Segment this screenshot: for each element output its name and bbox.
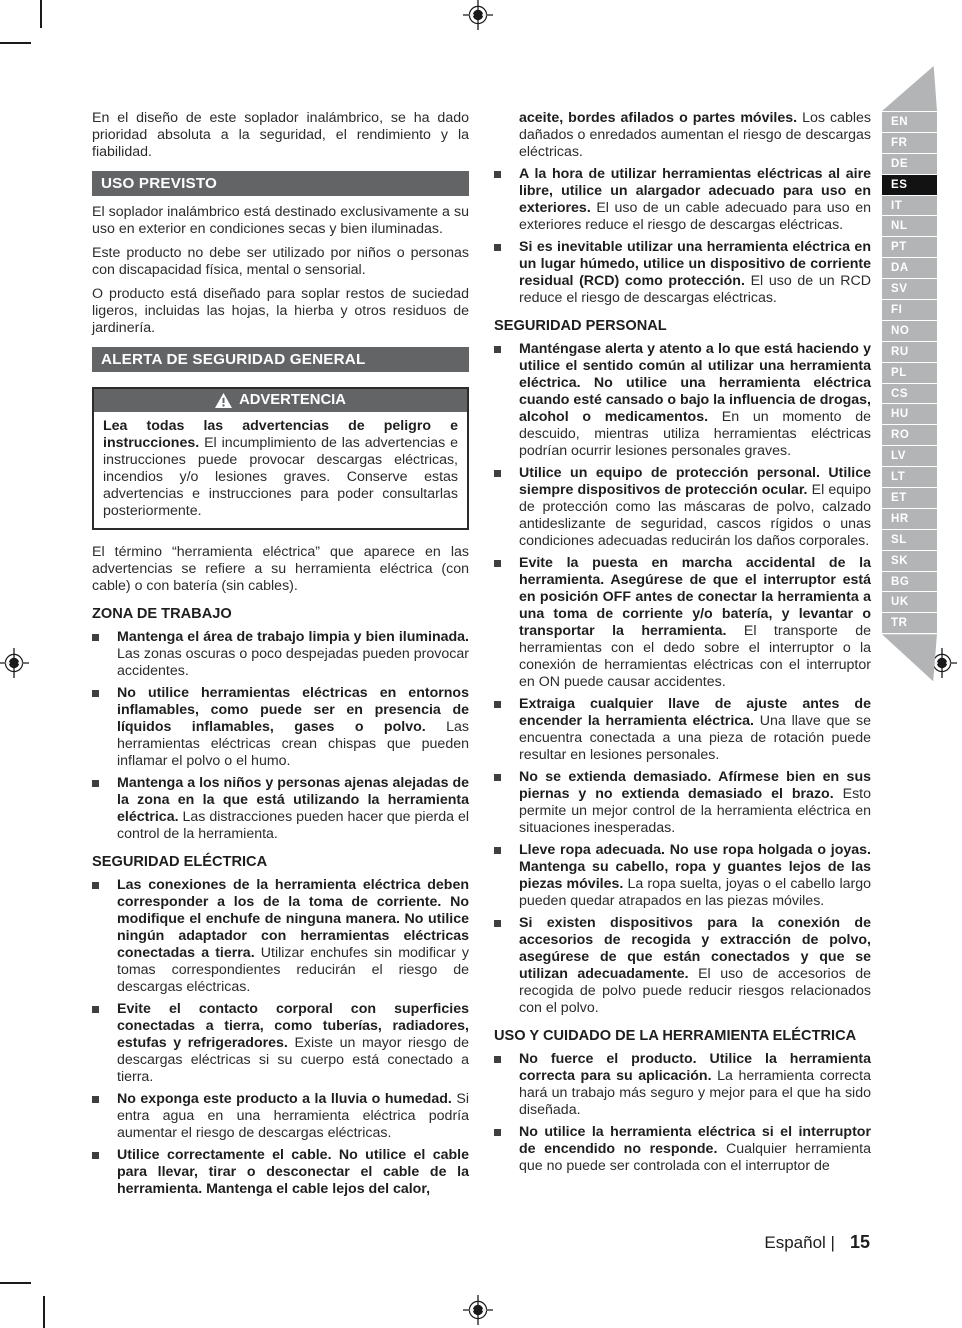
list-item xyxy=(494,1051,871,1119)
bullet-rest: Las distracciones pueden hacer que pierda el control de la herramienta. xyxy=(117,809,469,842)
language-tab-ru: RU xyxy=(882,342,937,362)
list-item xyxy=(494,465,871,550)
bullet-text xyxy=(519,769,871,837)
language-tab-tr: TR xyxy=(882,613,937,633)
bullet-square-icon xyxy=(92,877,117,996)
section-header-alerta-seguridad: ALERTA DE SEGURIDAD GENERAL xyxy=(92,347,469,372)
bullet-lead: Mantenga el área de trabajo limpia y bien iluminada. xyxy=(117,629,469,645)
uso-previsto-paragraph: El soplador inalámbrico está destinado exclusivamente a su uso en exterior en condiciones secas y bien iluminadas. xyxy=(92,204,469,237)
subheading-uso-y-cuidado: USO Y CUIDADO DE LA HERRAMIENTA ELÉCTRICA xyxy=(494,1028,857,1044)
bullet-square-icon xyxy=(494,769,519,837)
bullet-lead: Si existen dispositivos para la conexión de accesorios de recogida y extracción de polvo, asegúrese de que están conectados y que se utilizan adecuadamente. xyxy=(519,915,871,982)
bullet-square-icon xyxy=(494,842,519,910)
tab-strip-bottom-triangle xyxy=(882,634,937,681)
list-item xyxy=(494,769,871,837)
bullet-text xyxy=(519,465,871,550)
bullet-rest: Una llave que se encuentra conectada a una pieza de rotación puede resultar en lesiones personales. xyxy=(519,713,871,763)
bullet-square-icon xyxy=(494,465,519,550)
bullet-rest: El uso de accesorios de recogida de polvo puede reducir riesgos relacionados con el polvo. xyxy=(519,966,871,1016)
bullet-text xyxy=(519,915,871,1017)
bullet-rest: Los cables dañados o enredados aumentan el riesgo de descargas eléctricas. xyxy=(519,110,871,160)
tab-strip-top-triangle xyxy=(882,66,937,111)
bullet-square-icon xyxy=(92,685,117,770)
section-header-uso-previsto: USO PREVISTO xyxy=(92,171,469,196)
page-footer xyxy=(764,1232,870,1253)
bullet-lead: Si es inevitable utilizar una herramienta eléctrica en un lugar húmedo, utilice un dispositivo de corriente residual (RCD) como protección. xyxy=(519,239,871,289)
bullet-rest: El uso de un RCD reduce el riesgo de descargas eléctricas. xyxy=(519,273,871,306)
warning-box xyxy=(92,387,469,530)
list-item xyxy=(494,842,871,910)
subheading-seguridad-personal: SEGURIDAD PERSONAL xyxy=(494,318,667,334)
bullet-square-icon xyxy=(92,1001,117,1086)
list-item xyxy=(494,166,871,234)
right-column xyxy=(494,110,871,1180)
bullet-square-icon xyxy=(92,775,117,843)
subheading-zona-de-trabajo: ZONA DE TRABAJO xyxy=(92,606,232,622)
registration-mark-icon xyxy=(462,1294,494,1326)
bullet-rest: La ropa suelta, joyas o el cabello largo pueden quedar atrapados en las piezas móviles. xyxy=(519,876,871,909)
bullet-lead: aceite, bordes afilados o partes móviles. xyxy=(519,110,798,126)
list-item xyxy=(494,1124,871,1175)
bullet-rest: El equipo de protección como las máscaras de polvo, calzado antideslizante de seguridad, cascos rígidos o unas condiciones adecuadas reducirán los daños corporales. xyxy=(519,482,871,549)
warning-box-header xyxy=(94,389,467,412)
list-item xyxy=(92,1147,469,1198)
language-tab-et: ET xyxy=(882,488,937,508)
bullet-square-icon xyxy=(494,696,519,764)
language-tab-lt: LT xyxy=(882,467,937,487)
language-tab-strip xyxy=(882,66,937,681)
language-tab-sk: SK xyxy=(882,551,937,571)
uso-previsto-paragraph: Este producto no debe ser utilizado por niños o personas con discapacidad física, mental o sensorial. xyxy=(92,245,469,278)
bullet-rest: Si entra agua en una herramienta eléctrica podría aumentar el riesgo de descargas eléctricas. xyxy=(117,1091,469,1141)
bullet-lead: Utilice un equipo de protección personal. Utilice siempre dispositivos de protección ocular. xyxy=(519,465,871,498)
bullet-lead: Extraiga cualquier llave de ajuste antes de encender la herramienta eléctrica. xyxy=(519,696,871,729)
trim-mark xyxy=(40,0,42,28)
bullet-lead: No se extienda demasiado. Afírmese bien en sus piernas y no extienda demasiado el brazo. xyxy=(519,769,871,802)
trim-mark xyxy=(0,42,31,44)
bullet-text xyxy=(519,555,871,691)
bullet-text xyxy=(117,877,469,996)
bullet-lead: Evite la puesta en marcha accidental de la herramienta. Asegúrese de que el interruptor está en posición OFF antes de conectar la herramienta a una toma de corriente y/o batería, y levantar o transportar la herramienta. xyxy=(519,555,871,639)
bullet-lead: No exponga este producto a la lluvia o humedad. xyxy=(117,1091,452,1107)
language-tab-ro: RO xyxy=(882,425,937,445)
bullet-square-icon xyxy=(92,1091,117,1142)
list-item xyxy=(494,239,871,307)
bullet-rest: Esto permite un mejor control de la herramienta eléctrica en situaciones inesperadas. xyxy=(519,786,871,836)
language-tab-fr: FR xyxy=(882,133,937,153)
language-tab-uk: UK xyxy=(882,592,937,612)
bullet-lead: Mantenga a los niños y personas ajenas alejadas de la zona en la que está utilizando la herramienta eléctrica. xyxy=(117,775,469,825)
bullet-text xyxy=(519,166,871,234)
bullet-lead: Utilice correctamente el cable. No utilice el cable para llevar, tirar o desconectar el cable de la herramienta. Mantenga el cable lejos del calor, xyxy=(117,1147,469,1197)
language-tab-sv: SV xyxy=(882,279,937,299)
bullet-text xyxy=(519,341,871,460)
bullet-lead: A la hora de utilizar herramientas eléctricas al aire libre, utilice un alargador adecuado para uso en exteriores. xyxy=(519,166,871,216)
trim-mark xyxy=(43,1296,45,1328)
bullet-square-icon xyxy=(494,1051,519,1119)
bullet-text xyxy=(519,842,871,910)
list-item xyxy=(92,1001,469,1086)
language-tab-sl: SL xyxy=(882,530,937,550)
list-item xyxy=(494,341,871,460)
bullet-text xyxy=(117,1147,469,1198)
bullet-rest: En un momento de descuido, mientras utiliza herramientas eléctricas podrían ocurrir lesiones personales graves. xyxy=(519,409,871,459)
bullet-text xyxy=(519,1124,871,1175)
list-item xyxy=(92,1091,469,1142)
bullet-rest: El transporte de herramientas con el dedo sobre el interruptor o la conexión de herramientas eléctricas con el interruptor en ON puede causar accidentes. xyxy=(519,623,871,690)
bullet-square-icon xyxy=(494,555,519,691)
bullet-text xyxy=(117,685,469,770)
list-item xyxy=(92,629,469,680)
bullet-text xyxy=(519,1051,871,1119)
list-item xyxy=(494,555,871,691)
bullet-square-icon xyxy=(494,1124,519,1175)
bullet-rest: La herramienta correcta hará un trabajo más seguro y mejor para el que ha sido diseñada. xyxy=(519,1068,871,1118)
language-tab-hu: HU xyxy=(882,404,937,424)
language-tab-fi: FI xyxy=(882,300,937,320)
bullet-square-icon xyxy=(494,166,519,234)
footer-page-number: 15 xyxy=(849,1232,870,1252)
bullet-square-icon xyxy=(494,341,519,460)
language-tabs xyxy=(882,112,937,633)
footer-language-label: Español | xyxy=(764,1233,835,1252)
language-tab-da: DA xyxy=(882,258,937,278)
list-item xyxy=(494,696,871,764)
bullet-text xyxy=(117,629,469,680)
bullet-lead: No fuerce el producto. Utilice la herramienta correcta para su aplicación. xyxy=(519,1051,871,1084)
warning-text: El incumplimiento de las advertencias e instrucciones puede provocar descargas eléctricas, incendios y/o lesiones graves. Conserve estas advertencias e instrucciones para poder consultarlas posteriormente. xyxy=(103,435,458,519)
language-tab-pt: PT xyxy=(882,237,937,257)
bullet-lead: Lleve ropa adecuada. No use ropa holgada o joyas. Mantenga su cabello, ropa y guantes lejos de las piezas móviles. xyxy=(519,842,871,892)
list-item xyxy=(92,877,469,996)
bullet-lead: Manténgase alerta y atento a lo que está haciendo y utilice el sentido común al utilizar una herramienta eléctrica. No utilice una herramienta eléctrica cuando esté cansado o bajo la influencia de drogas, alcohol o medicamentos. xyxy=(519,341,871,425)
bullet-rest: El uso de un cable adecuado para uso en exteriores reduce el riesgo de descargas eléctricas. xyxy=(519,200,871,233)
bullet-text xyxy=(117,1001,469,1086)
bullet-rest: Utilizar enchufes sin modificar y tomas correspondientes reducirán el riesgo de descargas eléctricas. xyxy=(117,945,469,995)
warning-lead: Lea todas las advertencias de peligro e instrucciones. xyxy=(103,418,458,451)
bullet-square-icon xyxy=(92,1147,117,1198)
registration-mark-icon xyxy=(462,0,494,31)
left-column xyxy=(92,110,469,1203)
language-tab-pl: PL xyxy=(882,363,937,383)
bullet-rest: Existe un mayor riesgo de descargas eléctricas si su cuerpo está conectado a tierra. xyxy=(117,1035,469,1085)
language-tab-cs: CS xyxy=(882,384,937,404)
bullet-text xyxy=(519,239,871,307)
list-item xyxy=(494,915,871,1017)
language-tab-nl: NL xyxy=(882,216,937,236)
language-tab-lv: LV xyxy=(882,446,937,466)
language-tab-de: DE xyxy=(882,154,937,174)
list-item xyxy=(92,685,469,770)
warning-title: ADVERTENCIA xyxy=(239,392,346,408)
bullet-lead: No utilice la herramienta eléctrica si el interruptor de encendido no responde. xyxy=(519,1124,871,1157)
intro-paragraph: En el diseño de este soplador inalámbrico, se ha dado prioridad absoluta a la seguridad, el rendimiento y la fiabilidad. xyxy=(92,110,469,160)
uso-previsto-paragraph: O producto está diseñado para soplar restos de suciedad ligeros, incluidas las hojas, la hierba y otros residuos de jardinería. xyxy=(92,286,469,336)
bullet-lead: Las conexiones de la herramienta eléctrica deben corresponder a los de la toma de corriente. No modifique el enchufe de ninguna manera. No utilice ningún adaptador con herramientas eléctricas conectadas a tierra. xyxy=(117,877,469,961)
bullet-square-icon xyxy=(92,629,117,680)
warning-triangle-icon xyxy=(215,393,232,408)
language-tab-no: NO xyxy=(882,321,937,341)
bullet-lead: Evite el contacto corporal con superficies conectadas a tierra, como tuberías, radiadores, estufas y refrigeradores. xyxy=(117,1001,469,1051)
language-tab-es: ES xyxy=(882,175,937,195)
bullet-text xyxy=(117,1091,469,1142)
bullet-rest: Las zonas oscuras o poco despejadas pueden provocar accidentes. xyxy=(117,646,469,679)
language-tab-hr: HR xyxy=(882,509,937,529)
termino-paragraph: El término “herramienta eléctrica” que aparece en las advertencias se refiere a su herramienta eléctrica (con cable) o con batería (sin cables). xyxy=(92,544,469,594)
bullet-rest: Cualquier herramienta que no puede ser controlada con el interruptor de xyxy=(519,1141,871,1174)
trim-mark xyxy=(0,1282,31,1284)
bullet-square-icon xyxy=(494,239,519,307)
list-item xyxy=(92,775,469,843)
bullet-text xyxy=(519,696,871,764)
subheading-seguridad-electrica: SEGURIDAD ELÉCTRICA xyxy=(92,854,268,870)
bullet-square-icon xyxy=(494,915,519,1017)
bullet-lead: No utilice herramientas eléctricas en entornos inflamables, como puede ser en presencia de líquidos inflamables, gases o polvo. xyxy=(117,685,469,735)
warning-body xyxy=(94,412,467,528)
bullet-text xyxy=(117,775,469,843)
bullet-rest: Las herramientas eléctricas crean chispas que pueden inflamar el polvo o el humo. xyxy=(117,719,469,769)
registration-mark-icon xyxy=(0,647,30,679)
language-tab-bg: BG xyxy=(882,572,937,592)
bullet-continuation xyxy=(519,110,871,161)
language-tab-it: IT xyxy=(882,196,937,216)
language-tab-en: EN xyxy=(882,112,937,132)
